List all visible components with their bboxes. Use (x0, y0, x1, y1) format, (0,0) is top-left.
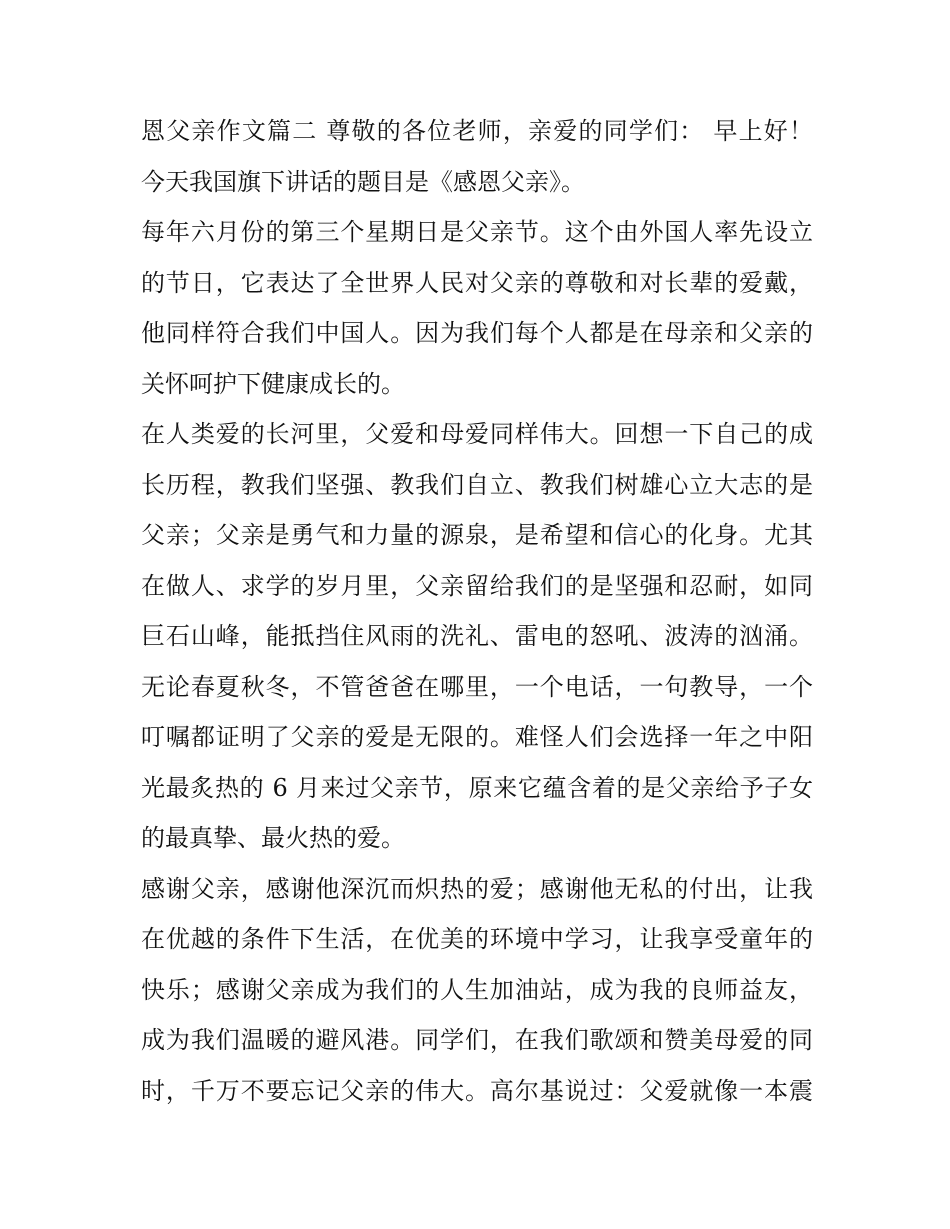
text-line: 叮嘱都证明了父亲的爱是无限的。难怪人们会选择一年之中阳 (141, 723, 813, 751)
text-line: 父亲；父亲是勇气和力量的源泉，是希望和信心的化身。尤其 (141, 521, 813, 549)
text-line: 成为我们温暖的避风港。同学们，在我们歌颂和赞美母爱的同 (141, 1026, 813, 1054)
text-line: 快乐；感谢父亲成为我们的人生加油站，成为我的良师益友， (141, 975, 813, 1004)
text-line: 长历程，教我们坚强、教我们自立、教我们树雄心立大志的是 (141, 470, 813, 499)
text-line: 巨石山峰，能抵挡住风雨的洗礼、雷电的怒吼、波涛的汹涌。 (141, 622, 813, 650)
text-line: 的最真挚、最火热的爱。 (141, 824, 405, 852)
text-line: 他同样符合我们中国人。因为我们每个人都是在母亲和父亲的 (141, 319, 813, 347)
text-line: 在做人、求学的岁月里，父亲留给我们的是坚强和忍耐，如同 (141, 571, 813, 600)
text-line: 恩父亲作文篇二 尊敬的各位老师，亲爱的同学们： 早上好！ (141, 117, 813, 145)
text-line: 光最炙热的 6 月来过父亲节，原来它蕴含着的是父亲给予子女 (141, 773, 813, 802)
text-line: 无论春夏秋冬，不管爸爸在哪里，一个电话，一句教导，一个 (141, 672, 813, 701)
text-line: 在优越的条件下生活，在优美的环境中学习，让我享受童年的 (141, 925, 813, 953)
text-line: 在人类爱的长河里，父爱和母爱同样伟大。回想一下自己的成 (141, 420, 813, 448)
text-line: 感谢父亲，感谢他深沉而炽热的爱；感谢他无私的付出，让我 (141, 874, 813, 903)
text-line: 每年六月份的第三个星期日是父亲节。这个由外国人率先设立 (141, 218, 813, 246)
text-line: 时，千万不要忘记父亲的伟大。高尔基说过：父爱就像一本震 (141, 1076, 813, 1105)
text-line: 的节日，它表达了全世界人民对父亲的尊敬和对长辈的爱戴， (141, 268, 813, 297)
text-line: 关怀呵护下健康成长的。 (141, 369, 405, 398)
essay-body (141, 106, 813, 1116)
text-line: 今天我国旗下讲话的题目是《感恩父亲》。 (141, 167, 585, 196)
